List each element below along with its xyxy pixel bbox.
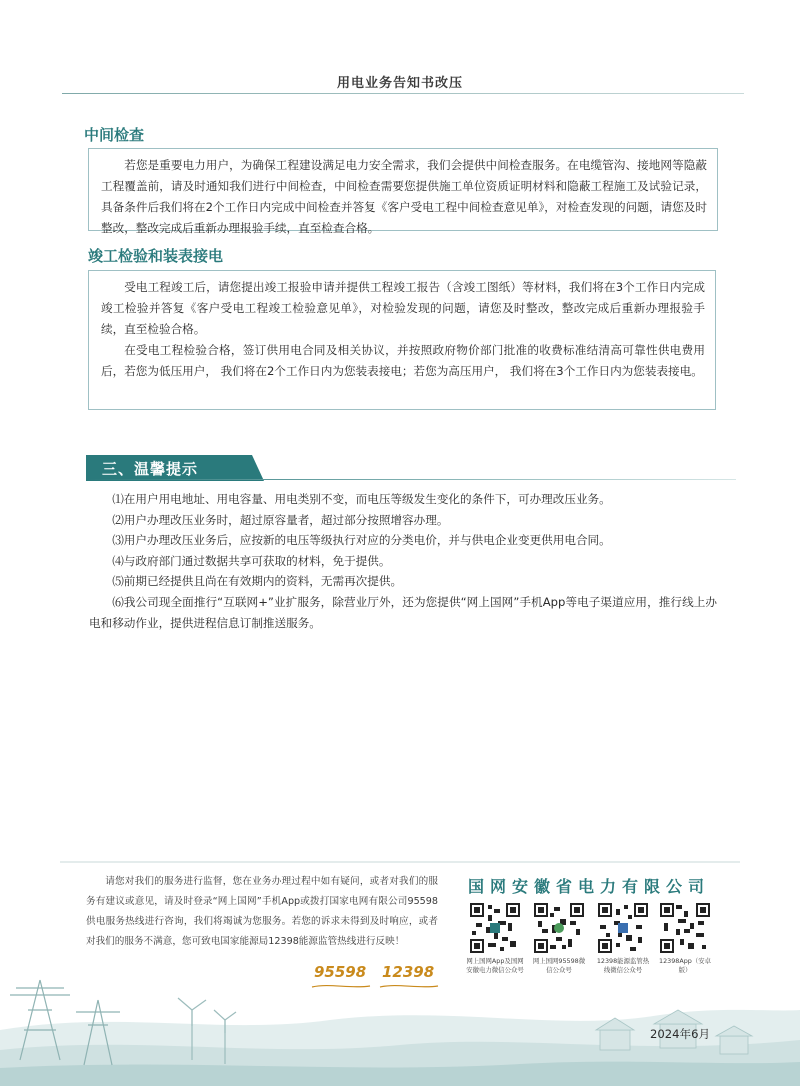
list-item: ⑹我公司现全面推行“互联网+”业扩服务，除营业厅外，还为您提供“网上国网”手机App等电子渠道应用，推行线上办电和移动作业，提供进程信息订制推送服务。 [89,594,717,630]
qr-code-1 [466,903,524,975]
section-heading-completion: 竣工检验和装表接电 [88,247,224,265]
qr-code-4 [656,903,714,975]
qr-code-icon [534,903,584,953]
tips-rule [86,479,736,480]
section-box-inspection [88,148,718,235]
list-item: ⑸前期已经提供且尚在有效期内的资料，无需再次提供。 [112,574,403,589]
issue-date: 2024年6月 [650,1027,711,1041]
qr-code-3 [594,903,652,975]
list-item: ⑴在用户用电地址、用电容量、用电类别不变，而电压等级发生变化的条件下，可办理改压业务。 [112,492,611,506]
hotline-logo-12398: 12398 [382,963,435,981]
qr-code-icon [660,903,710,953]
qr-code-icon [598,903,648,953]
tips-banner [86,455,264,481]
qr-code-icon [470,903,520,953]
section-heading-inspection: 中间检查 [84,126,145,144]
paragraph: 受电工程竣工后，请您提出竣工报验申请并提供工程竣工报告（含竣工图纸）等材料，我们将在3个工作日内完成竣工检验并答复《客户受电工程竣工检验意见单》，对检验发现的问题，请您及时整改，整改完成后重新办理报验手续，直至检验合格。 [101,280,705,336]
list-item: ⑷与政府部门通过数据共享可获取的材料，免于提供。 [112,553,391,568]
section-box-completion [88,270,716,410]
hotline-swoosh-icon [310,982,440,990]
company-name: 国网安徽省电力有限公司 [468,877,711,896]
footer-note: 请您对我们的服务进行监督，您在业务办理过程中如有疑问，或者对我们的服务有建议或意见，请及时登录“网上国网”手机App或拨打国家电网有限公司95598供电服务热线进行咨询，我们将竭诚为您服务。若您的诉求未得到及时响应，或者对我们的服务不满意，您可致电国家能源局12398能源监管热线进行反映！ [86,876,438,947]
qr-caption: 网上国网95598微信公众号 [532,957,586,974]
header-rule [62,93,744,94]
qr-caption: 12398能源监管热线微信公众号 [596,957,650,974]
tips-title: 三、温馨提示 [102,460,199,478]
paragraph: 若您是重要电力用户，为确保工程建设满足电力安全需求，我们会提供中间检查服务。在电缆管沟、接地网等隐蔽工程覆盖前，请及时通知我们进行中间检查，中间检查需要您提供施工单位资质证明材料和隐蔽工程施工及试验记录，具备条件后我们将在2个工作日内完成中间检查并答复《客户受电工程中间检查意见单》，对检查发现的问题，请您及时整改，整改完成后重新办理报验手续，直至检查合格。 [101,158,707,235]
qr-caption: 12398App（安卓版） [659,957,711,974]
paragraph: 在受电工程检验合格，签订供用电合同及相关协议，并按照政府物价部门批准的收费标准结清高可靠性供电费用后，若您为低压用户， 我们将在2个工作日内为您装表接电；若您为高压用户， 我们将在3个工作日内为您装表接电。 [101,343,705,378]
header-title: 用电业务告知书改压 [336,76,463,91]
qr-caption: 网上国网App及国网安徽电力微信公众号 [466,957,524,974]
tips-list [89,489,717,633]
list-item: ⑶用户办理改压业务后，应按新的电压等级执行对应的分类电价，并与供电企业变更供用电合同。 [112,533,611,548]
list-item: ⑵用户办理改压业务时，超过原容量者，超过部分按照增容办理。 [112,512,449,527]
hotline-logo-95598: 95598 [314,963,367,981]
qr-code-2 [530,903,588,975]
